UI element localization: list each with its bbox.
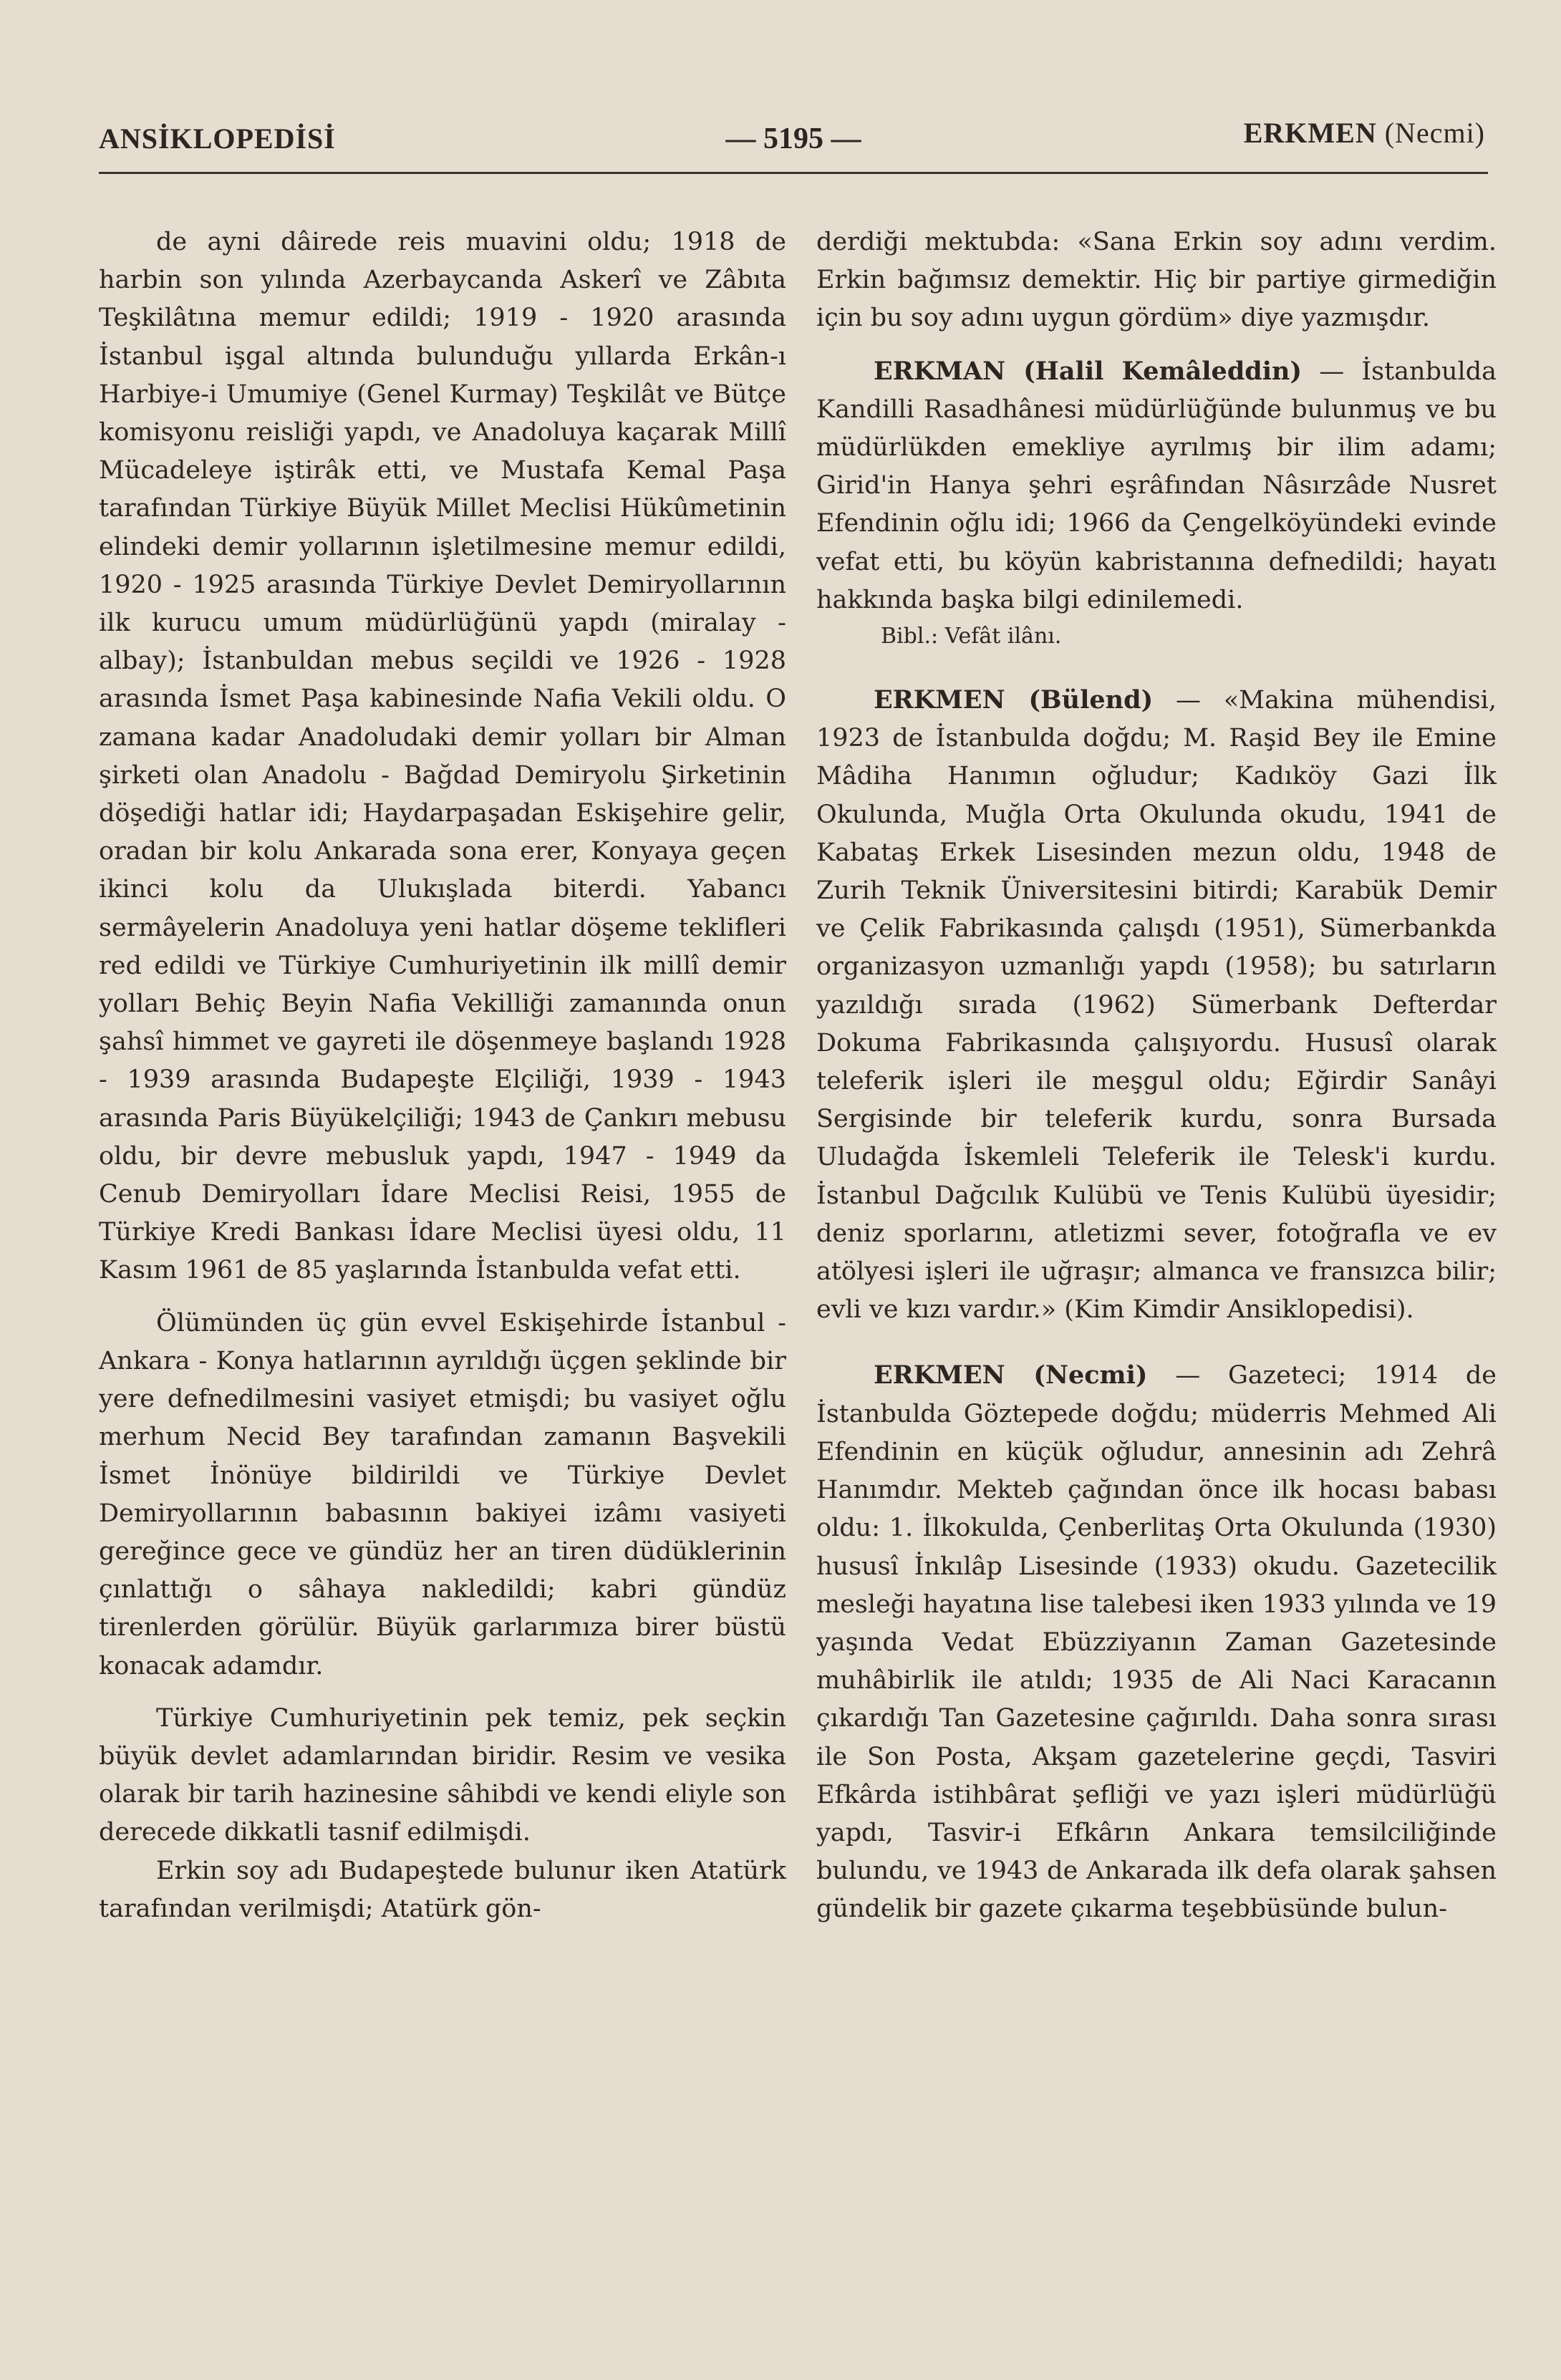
header-entry-name: ERKMEN	[1243, 117, 1377, 149]
header-entry-qualifier: (Necmi)	[1376, 117, 1485, 149]
entry-body: — Gazeteci; 1914 de İstanbulda Göztepede doğdu; müderris Mehmed Ali Efendinin en küçük oğludur, annesinin adı Zehrâ Hanımdır. Mekteb çağından önce ilk hocası babası oldu: 1. İlkokulda, Çenberlitaş Orta Okulunda (1930) hususî İnkılâp Lisesinde (1933) okudu. Gazetecilik mesleği hayatına lise talebesi iken 1933 yılında ve 19 yaşında Vedat Ebüzziyanın Zaman Gazetesinde muhâbirlik ile atıldı; 1935 de Ali Naci Karacanın çıkardığı Tan Gazetesine çağırıldı. Daha sonra sırası ile Son Posta, Akşam gazetelerine geçdi, Tasviri Efkârda istihbârat şefliği ve yazı işleri müdürlüğü yapdı, Tasvir-i Efkârın Ankara temsilciliğinde bulundu, ve 1943 de Ankarada ilk defa olarak şahsen gündelik bir gazete çıkarma teşebbüsünde bulun-	[816, 1361, 1497, 1924]
entry-body: — İstanbulda Kandilli Rasadhânesi müdürlüğünde bulunmuş ve bu müdürlükden emekliye ayrılmış bir ilim adamı; Girid'in Hanya şehri eşrâfından Nâsırzâde Nusret Efendinin oğlu idi; 1966 da Çengelköyündeki evinde vefat etti, bu köyün kabristanına defnedildi; hayatı hakkında başka bilgi edinilemedi.	[816, 357, 1497, 614]
entry-body: — «Makina mühendisi, 1923 de İstanbulda doğdu; M. Raşid Bey ile Emine Mâdiha Hanımın oğludur; Kadıköy Gazi İlk Okulunda, Muğla Orta Okulunda okudu, 1941 de Kabataş Erkek Lisesinden mezun oldu, 1948 de Zurih Teknik Üniversitesini bitirdi; Karabük Demir ve Çelik Fabrikasında çalışdı (1951), Sümerbankda organizasyon uzmanlığı yapdı (1958); bu satırların yazıldığı sırada (1962) Sümerbank Defterdar Dokuma Fabrikasında çalışıyordu. Hususî olarak teleferik işleri ile meşgul oldu; Eğirdir Sanâyi Sergisinde bir teleferik kurdu, sonra Bursada Uludağda İskemleli Teleferik ile Telesk'i kurdu. İstanbul Dağcılık Kulübü ve Tenis Kulübü üyesidir; deniz sporlarını, atletizmi sever, fotoğrafla ve ev atölyesi işleri ile uğraşır; almanca ve fransızca bilir; evli ve kızı vardır.» (Kim Kimdir Ansiklopedisi).	[816, 686, 1497, 1325]
right-column	[816, 223, 1497, 1929]
header-entry	[1244, 116, 1485, 150]
bibliography: Bibl.: Vefât ilânı.	[881, 624, 1062, 649]
entry-erkman-halil	[816, 352, 1497, 619]
paragraph: Erkin soy adı Budapeştede bulunur iken Atatürk tarafından verilmişdi; Atatürk gön-	[99, 1856, 786, 1923]
page-header	[99, 107, 1488, 174]
paragraph: derdiği mektubda: «Sana Erkin soy adını verdim. Erkin bağımsız demektir. Hiç bir partiye girmediğin için bu soy adını uygun gördüm» diye yazmışdır.	[816, 228, 1497, 333]
entry-headword: ERKMEN (Necmi)	[874, 1360, 1148, 1390]
entry-erkmen-necmi	[816, 1356, 1497, 1928]
paragraph: de ayni dâirede reis muavini oldu; 1918 de harbin son yılında Azerbaycanda Askerî ve Zâbıta Teşkilâtına memur edildi; 1919 - 1920 arasında İstanbul işgal altında bulunduğu yıllarda Erkân-ı Harbiye-i Umumiye (Genel Kurmay) Teşkilât ve Bütçe komisyonu reisliği yapdı, ve Anadoluya kaçarak Millî Mücadeleye iştirâk etti, ve Mustafa Kemal Paşa tarafından Türkiye Büyük Millet Meclisi Hükûmetinin elindeki demir yollarının işletilmesine memur edildi, 1920 - 1925 arasında Türkiye Devlet Demiryollarının ilk kurucu umum müdürlüğünü yapdı (miralay - albay); İstanbuldan mebus seçildi ve 1926 - 1928 arasında İsmet Paşa kabinesinde Nafia Vekili oldu. O zamana kadar Anadoludaki demir yolları bir Alman şirketi olan Anadolu - Bağdad Demiryolu Şirketinin döşediği hatlar idi; Haydarpaşadan Eskişehire gelir, oradan bir kolu Ankarada sona erer, Konyaya geçen ikinci kolu da Ulukışlada biterdi. Yabancı sermâyelerin Anadoluya yeni hatlar döşeme teklifleri red edildi ve Türkiye Cumhuriyetinin ilk millî demir yolları Behiç Beyin Nafia Vekilliği zamanında onun şahsî himmet ve gayreti ile döşenmeye başlandı 1928 - 1939 arasında Budapeşte Elçiliği, 1939 - 1943 arasında Paris Büyükelçiliği; 1943 de Çankırı mebusu oldu, bir devre mebusluk yapdı, 1947 - 1949 da Cenub Demiryolları İdare Meclisi Reisi, 1955 de Türkiye Kredi Bankası İdare Meclisi üyesi oldu, 11 Kasım 1961 de 85 yaşlarında İstanbulda vefat etti.	[99, 228, 786, 1285]
left-column	[99, 223, 786, 1928]
entry-headword: ERKMEN (Bülend)	[874, 685, 1154, 715]
header-title: ANSİKLOPEDİSİ	[99, 122, 336, 155]
paragraph: Türkiye Cumhuriyetinin pek temiz, pek seçkin büyük devlet adamlarından biridir. Resim ve vesika olarak bir tarih hazinesine sâhibdi ve kendi eliyle son derecede dikkatli tasnif edilmişdi.	[99, 1703, 786, 1847]
entry-headword: ERKMAN (Halil Kemâleddin)	[874, 356, 1303, 386]
paragraph: Ölümünden üç gün evvel Eskişehirde İstanbul - Ankara - Konya hatlarının ayrıldığı üçgen şeklinde bir yere defnedilmesini vasiyet etmişdi; bu vasiyet oğlu merhum Necid Bey tarafından zamanın Başvekili İsmet İnönüye bildirildi ve Türkiye Devlet Demiryollarının babasının bakiyei izâmı vasiyeti gereğince gece ve gündüz her an tiren düdüklerinin çınlattığı o sâhaya nakledildi; kabri gündüz tirenlerden görülür. Büyük garlarımıza birer büstü konacak adamdır.	[99, 1308, 786, 1680]
entry-erkmen-bulend	[816, 681, 1497, 1329]
page-number: — 5195 —	[725, 122, 861, 155]
